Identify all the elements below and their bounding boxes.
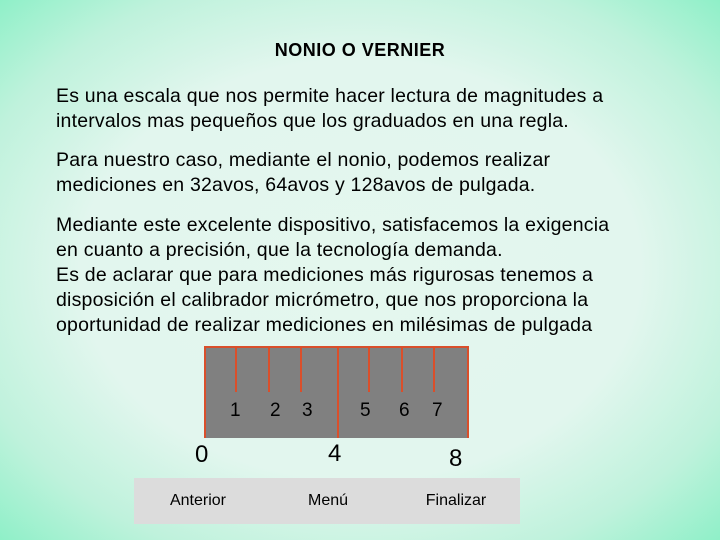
text-line: Es una escala que nos permite hacer lectura de magnitudes a bbox=[56, 85, 604, 107]
vernier-label: 6 bbox=[399, 400, 410, 421]
vernier-tick-5 bbox=[368, 346, 370, 392]
slide-title: NONIO O VERNIER bbox=[274, 40, 446, 60]
text-line: en cuanto a precisión, que la tecnología demanda. bbox=[56, 239, 503, 261]
paragraph-definition bbox=[56, 84, 696, 134]
text-line: disposición el calibrador micrómetro, que nos proporciona la bbox=[56, 289, 589, 311]
vernier-label: 3 bbox=[302, 400, 313, 421]
vernier-tick-4 bbox=[337, 346, 339, 438]
vernier-label: 2 bbox=[270, 400, 281, 421]
menu-button[interactable]: Menú bbox=[307, 492, 349, 509]
text-line: mediciones en 32avos, 64avos y 128avos de pulgada. bbox=[56, 174, 536, 196]
vernier-tick-2 bbox=[268, 346, 270, 392]
text-line: intervalos mas pequeños que los graduados en una regla. bbox=[56, 110, 569, 132]
vernier-scale-diagram bbox=[204, 346, 469, 438]
paragraph-precision bbox=[56, 213, 696, 338]
text-line: oportunidad de realizar mediciones en milésimas de pulgada bbox=[56, 314, 593, 336]
vernier-label: 1 bbox=[230, 400, 241, 421]
paragraph-measurements bbox=[56, 148, 696, 198]
vernier-major-label: 8 bbox=[449, 445, 463, 472]
text-line: Para nuestro caso, mediante el nonio, podemos realizar bbox=[56, 149, 551, 171]
vernier-tick-3 bbox=[300, 346, 302, 392]
vernier-tick-1 bbox=[235, 346, 237, 392]
vernier-tick-6 bbox=[401, 346, 403, 392]
vernier-tick-8 bbox=[467, 346, 469, 438]
vernier-tick-7 bbox=[433, 346, 435, 392]
text-line: Es de aclarar que para mediciones más rigurosas tenemos a bbox=[56, 264, 594, 286]
vernier-major-label: 0 bbox=[195, 441, 209, 468]
vernier-major-label: 4 bbox=[328, 440, 342, 467]
text-line: Mediante este excelente dispositivo, satisfacemos la exigencia bbox=[56, 214, 610, 236]
previous-button[interactable]: Anterior bbox=[169, 492, 227, 509]
navigation-bar bbox=[134, 478, 520, 524]
vernier-label: 7 bbox=[432, 400, 443, 421]
finish-button[interactable]: Finalizar bbox=[425, 492, 487, 509]
vernier-tick-0 bbox=[204, 346, 206, 438]
vernier-label: 5 bbox=[360, 400, 371, 421]
